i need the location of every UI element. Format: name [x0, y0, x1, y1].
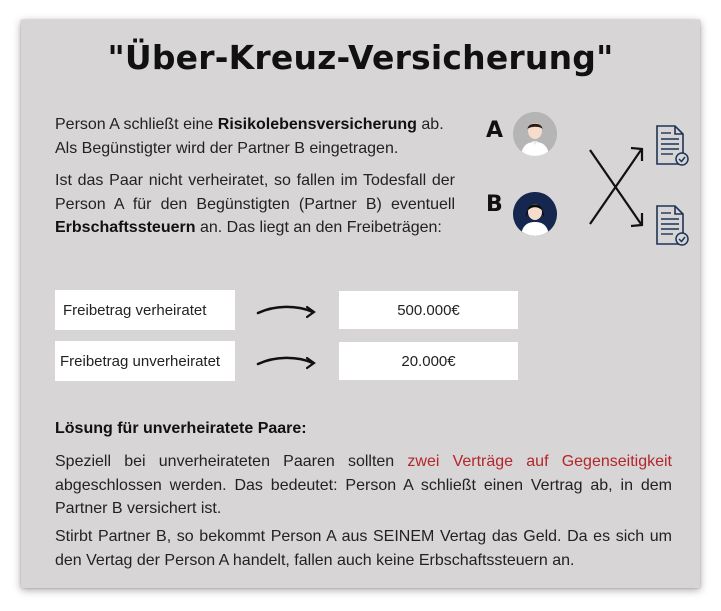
label-a: A — [486, 118, 504, 143]
allowance-label-unmarried: Freibetrag unverheiratet — [55, 341, 235, 381]
person-b-avatar-icon — [513, 192, 557, 236]
person-a-avatar-icon — [513, 112, 557, 156]
conclusion-paragraph: Stirbt Partner B, so bekommt Person A aus SEINEM Vertag das Geld. Da es sich um den Vertag der Person A handelt, fallen auch keine Erbschaftssteuern an. — [55, 528, 672, 569]
label-b: B — [486, 192, 503, 217]
solution-heading: Lösung für unverheiratete Paare: — [55, 420, 307, 437]
contract-document-icon — [655, 124, 689, 166]
arrow-right-icon — [255, 300, 319, 322]
solution-highlight: zwei Verträge auf Gegenseitigkeit — [407, 453, 672, 470]
cross-insurance-diagram — [483, 112, 683, 252]
explanation-text-2: an. Das liegt an den Freibeträgen: — [195, 219, 442, 236]
allowance-label-married: Freibetrag verheiratet — [55, 290, 235, 330]
solution-text-2: abgeschlossen werden. Das bedeutet: Person A schließt einen Vertrag ab, in dem Partner B versichert ist. — [55, 476, 672, 517]
intro-paragraph — [55, 113, 455, 160]
solution-paragraph — [55, 450, 672, 521]
intro-text-2: ab. Als Begünstigter wird der Partner B eingetragen. — [55, 116, 444, 157]
page-title: "Über-Kreuz-Versicherung" — [107, 38, 614, 77]
arrow-right-icon — [255, 351, 319, 373]
intro-term: Risikolebensversicherung — [217, 116, 417, 133]
contract-document-icon — [655, 204, 689, 246]
info-card — [21, 20, 700, 588]
crossed-arrows-icon — [587, 142, 647, 232]
intro-text-1: Person A schließt eine — [55, 116, 218, 133]
explanation-paragraph — [55, 169, 455, 240]
explanation-text-1: Ist das Paar nicht verheiratet, so fallen im Todesfall der Person A für den Begünstigten (Partner B) eventuell — [55, 172, 455, 213]
solution-text-1: Speziell bei unverheirateten Paaren sollten — [55, 453, 408, 470]
explanation-term: Erbschaftssteuern — [55, 219, 196, 236]
allowance-value-married: 500.000€ — [339, 291, 518, 329]
allowance-value-unmarried: 20.000€ — [339, 342, 518, 380]
